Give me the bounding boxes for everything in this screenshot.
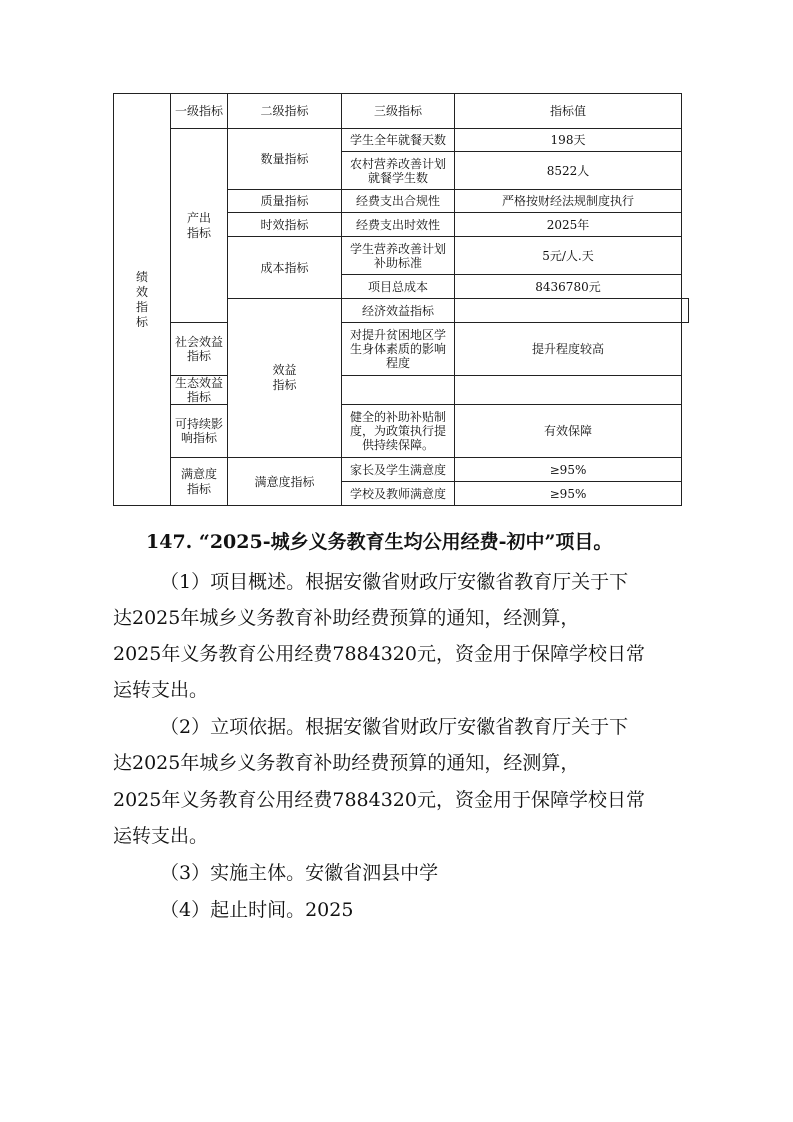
benefit-level1-cell (228, 299, 342, 458)
header-level1: 一级指标 (171, 94, 228, 129)
satisfaction-row-2-name: 学校及教师满意度 (342, 482, 455, 506)
p1-line3: 2025年义务教育公用经费7884320元，资金用于保障学校日常 (113, 643, 645, 665)
p2-line3: 2025年义务教育公用经费7884320元，资金用于保障学校日常 (113, 789, 645, 811)
p2-line2: 达2025年城乡义务教育补助经费预算的通知，经测算， (113, 752, 580, 774)
ecological-value (455, 376, 682, 405)
satisfaction-level1: 满意度指标 (180, 466, 217, 496)
social-level2: 社会效益指标 (171, 323, 228, 376)
quality-name: 经费支出合规性 (342, 190, 455, 213)
p2-line4: 运转支出。 (113, 825, 209, 847)
quantity-row-1-name: 学生全年就餐天数 (342, 129, 455, 152)
output-level1-cell (171, 129, 228, 323)
quality-value: 严格按财经法规制度执行 (455, 190, 682, 213)
cost-row-2-name: 项目总成本 (342, 275, 455, 299)
performance-indicator-table (113, 93, 689, 506)
header-level2: 二级指标 (228, 94, 342, 129)
outer-label: 绩效指标 (135, 269, 148, 329)
cost-row-1-name: 学生营养改善计划补助标准 (342, 237, 455, 275)
quantity-row-1-value: 198天 (455, 129, 682, 152)
social-value: 提升程度较高 (455, 323, 682, 376)
output-level1: 产出指标 (186, 210, 211, 240)
ecological-level2: 生态效益指标 (171, 376, 228, 405)
satisfaction-row-2-value: ≥95% (455, 482, 682, 506)
cost-row-1-value: 5元/人.天 (455, 237, 682, 275)
sustainable-name: 健全的补助补贴制度，为政策执行提供持续保障。 (342, 405, 455, 458)
quantity-level2: 数量指标 (228, 129, 342, 190)
quantity-row-2-name: 农村营养改善计划就餐学生数 (342, 152, 455, 190)
economic-value (682, 299, 689, 323)
header-level3: 三级指标 (342, 94, 455, 129)
ecological-name (342, 376, 455, 405)
satisfaction-level2: 满意度指标 (228, 458, 342, 506)
timeliness-value: 2025年 (455, 213, 682, 237)
quality-level2: 质量指标 (228, 190, 342, 213)
cost-row-2-value: 8436780元 (455, 275, 682, 299)
p1-line1: （1）项目概述。根据安徽省财政厅安徽省教育厅关于下 (160, 571, 629, 593)
timeliness-level2: 时效指标 (228, 213, 342, 237)
section-heading: 147. “2025-城乡义务教育生均公用经费-初中”项目。 (146, 531, 613, 553)
p1-line2: 达2025年城乡义务教育补助经费预算的通知，经测算， (113, 607, 580, 629)
timeliness-name: 经费支出时效性 (342, 213, 455, 237)
outer-label-cell (114, 94, 171, 506)
header-value: 指标值 (455, 94, 682, 129)
p3: （3）实施主体。安徽省泗县中学 (160, 862, 439, 884)
quantity-row-2-value: 8522人 (455, 152, 682, 190)
p2-line1: （2）立项依据。根据安徽省财政厅安徽省教育厅关于下 (160, 716, 629, 738)
sustainable-level2: 可持续影响指标 (171, 405, 228, 458)
benefit-level1: 效益指标 (272, 363, 297, 392)
p1-line4: 运转支出。 (113, 679, 209, 701)
economic-level2: 经济效益指标 (342, 299, 455, 323)
social-name: 对提升贫困地区学生身体素质的影响程度 (342, 323, 455, 376)
satisfaction-row-1-name: 家长及学生满意度 (342, 458, 455, 482)
sustainable-value: 有效保障 (455, 405, 682, 458)
cost-level2: 成本指标 (228, 237, 342, 299)
satisfaction-row-1-value: ≥95% (455, 458, 682, 482)
p4: （4）起止时间。2025 (160, 899, 354, 921)
satisfaction-level1-cell (171, 458, 228, 506)
economic-name (455, 299, 682, 323)
